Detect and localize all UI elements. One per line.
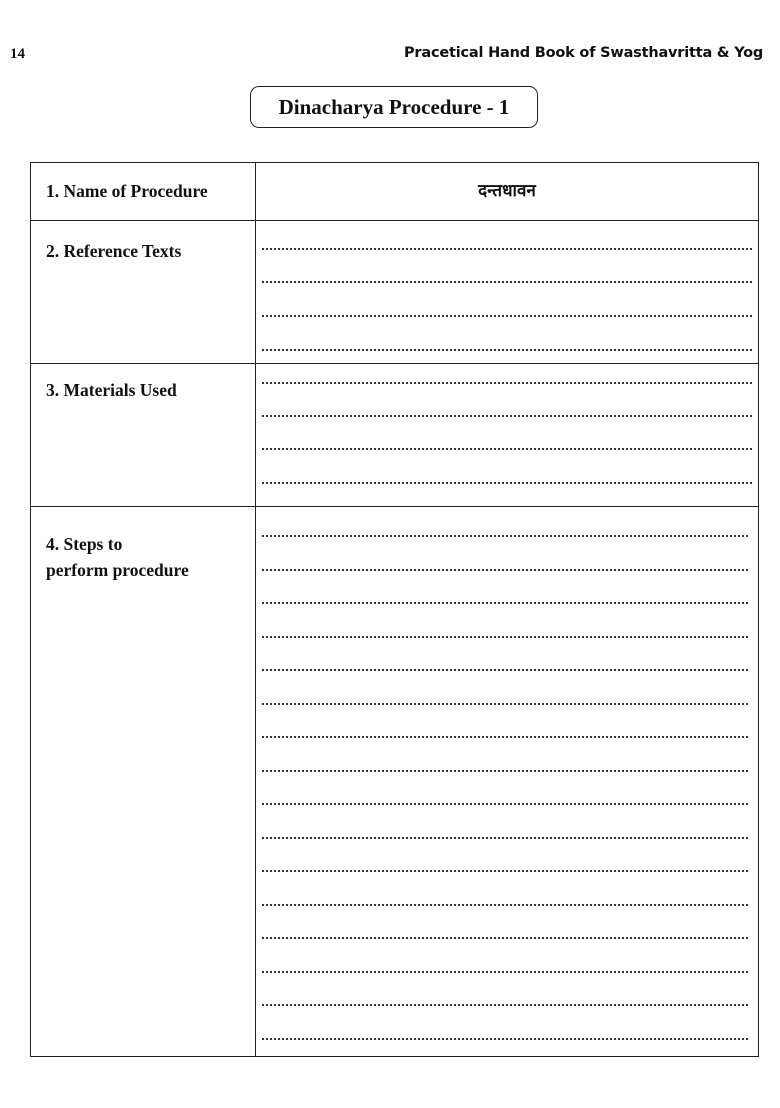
writing-line — [262, 736, 748, 738]
writing-line — [262, 1038, 748, 1040]
writing-line — [262, 1004, 748, 1006]
row-divider — [30, 363, 759, 364]
writing-line — [262, 315, 752, 317]
writing-line — [262, 448, 752, 450]
writing-line — [262, 415, 752, 417]
running-header: Pracetical Hand Book of Swasthavritta & Yog — [404, 45, 764, 61]
writing-line — [262, 870, 748, 872]
column-divider — [255, 162, 256, 1057]
procedure-name-value: दन्तधावन — [478, 181, 536, 201]
page-title: Dinacharya Procedure - 1 — [250, 86, 538, 128]
writing-line — [262, 971, 748, 973]
writing-line — [262, 803, 748, 805]
writing-line — [262, 602, 748, 604]
table-border — [30, 162, 759, 1057]
writing-line — [262, 482, 752, 484]
writing-line — [262, 669, 748, 671]
writing-line — [262, 904, 748, 906]
row-divider — [30, 506, 759, 507]
writing-line — [262, 937, 748, 939]
row-label-name-of-procedure: 1. Name of Procedure — [46, 181, 208, 201]
writing-line — [262, 535, 748, 537]
writing-line — [262, 569, 748, 571]
writing-line — [262, 703, 748, 705]
writing-line — [262, 248, 752, 250]
row-label-steps-line1: 4. Steps to — [46, 534, 123, 554]
row-divider — [30, 220, 759, 221]
writing-line — [262, 770, 748, 772]
page-number: 14 — [10, 46, 25, 62]
row-label-reference-texts: 2. Reference Texts — [46, 241, 182, 261]
row-label-materials-used: 3. Materials Used — [46, 380, 177, 400]
writing-line — [262, 382, 752, 384]
writing-line — [262, 281, 752, 283]
writing-line — [262, 837, 748, 839]
row-label-steps-line2: perform procedure — [46, 560, 189, 580]
writing-line — [262, 636, 748, 638]
writing-line — [262, 349, 752, 351]
